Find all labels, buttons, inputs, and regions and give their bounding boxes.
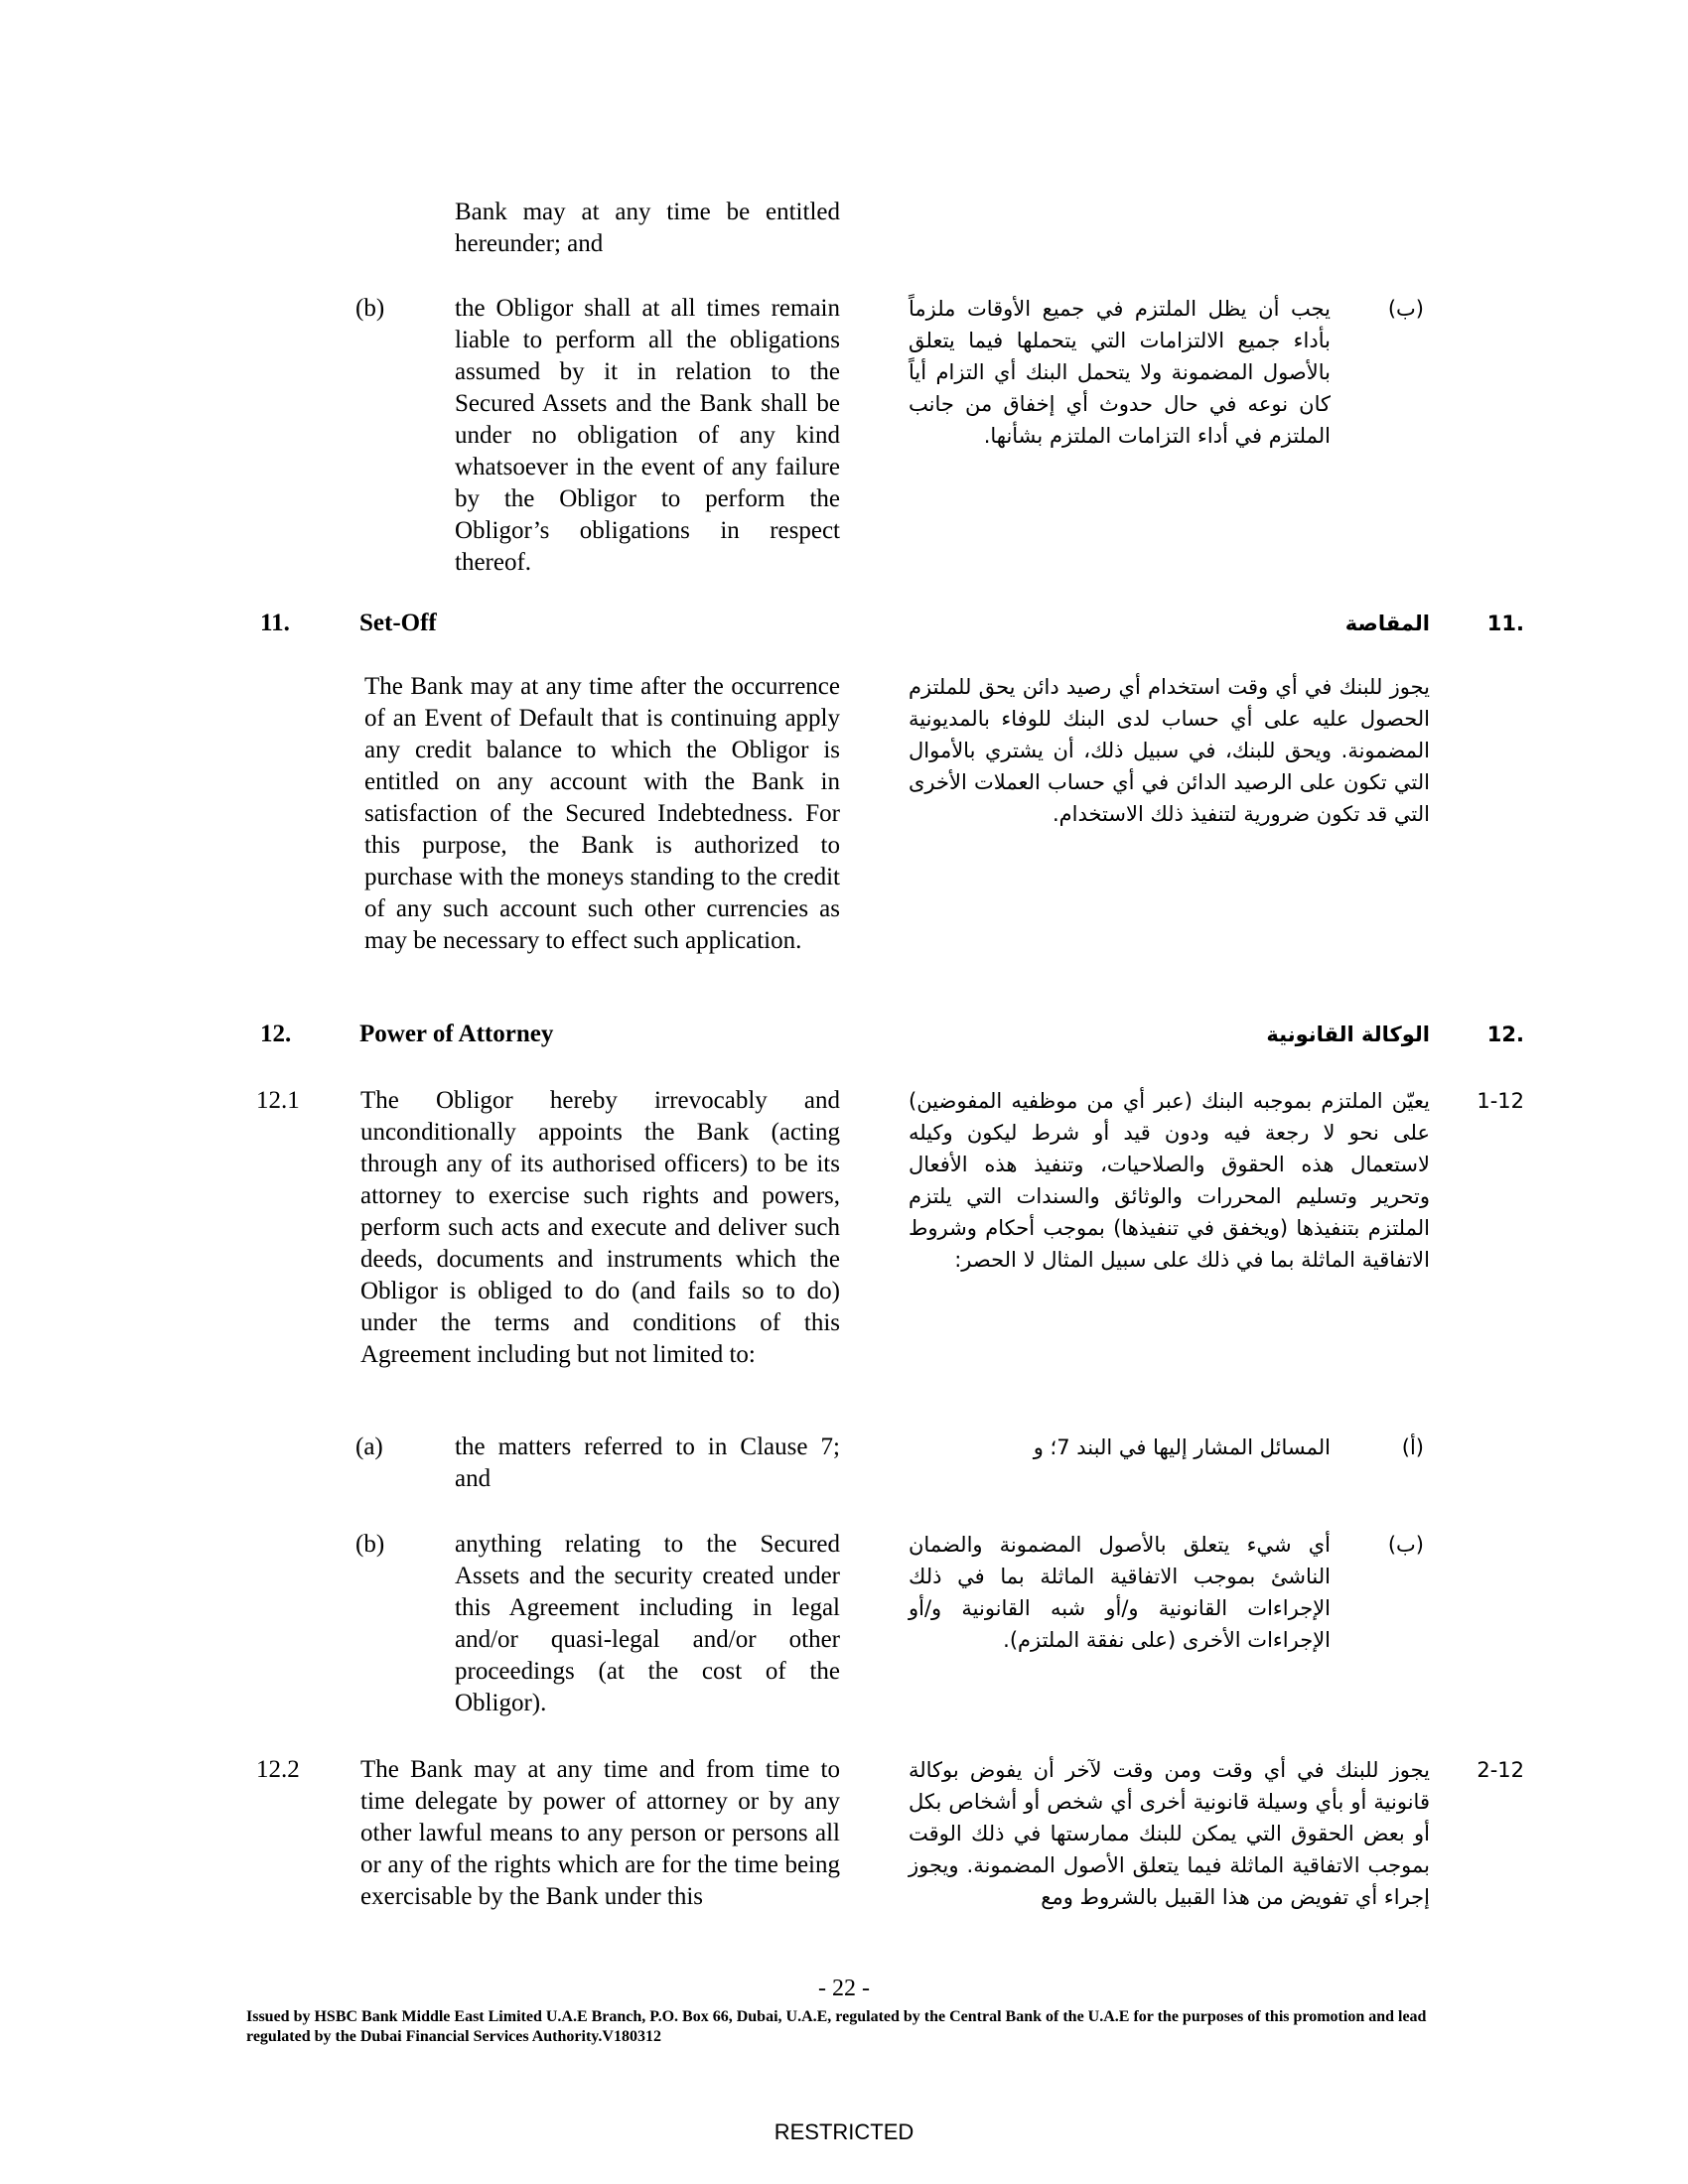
page-number: - 22 -	[818, 1976, 870, 2001]
section-12-number: 12.	[260, 1021, 292, 1047]
item-b-label: (b)	[355, 295, 385, 322]
ar-section-11-title: المقاصة	[1344, 612, 1430, 635]
ar-section-11-text: يجوز للبنك في أي وقت استخدام أي رصيد دائن يحق للملتزم الحصول عليه على أي حساب لدى البنك للوفاء بالمديونية المضمونة. ويحق للبنك، في سبيل ذلك، أن يشتري بالأموال التي تكون على الرصيد الدائن في أي حساب العملات الأخرى التي قد تكون ضرورية لتنفيذ ذلك الاستخدام.	[909, 675, 1430, 826]
item-a-text: the matters referred to in Clause 7; and	[455, 1433, 840, 1492]
ar-item-b2-label: (ب)	[1387, 1533, 1424, 1557]
ar-item-b2-text: أي شيء يتعلق بالأصول المضمونة والضمان الناشئ بموجب الاتفاقية الماثلة بما في ذلك الإجراءات القانونية و/أو شبه القانونية و/أو الإجراءات الأخرى (على نفقة الملتزم).	[909, 1533, 1331, 1652]
ar-item-b-text: يجب أن يظل الملتزم في جميع الأوقات ملزماً بأداء جميع الالتزامات التي يتحملها فيما يتعلق بالأصول المضمونة ولا يتحمل البنك أي التزام أياً كان نوعه في حال حدوث أي إخفاق من جانب الملتزم في أداء التزامات الملتزم بشأنها.	[909, 297, 1331, 448]
ar-item-a-label: (أ)	[1401, 1435, 1424, 1459]
continued-paragraph: Bank may at any time be entitled hereunder; and	[455, 199, 840, 257]
ar-item-a-text: المسائل المشار إليها في البند 7؛ و	[1033, 1435, 1331, 1459]
ar-clause-12-1-number: 1-12	[1477, 1089, 1524, 1113]
section-11-title: Set-Off	[359, 610, 437, 636]
ar-section-12-number: .12	[1486, 1023, 1524, 1046]
item-b2-text: anything relating to the Secured Assets and the security created under this Agreement including in legal and/or quasi-legal and/or other proceedings (at the cost of the Obligor).	[455, 1531, 840, 1716]
item-a-label: (a)	[355, 1433, 383, 1460]
ar-clause-12-1-text: يعيّن الملتزم بموجبه البنك (عبر أي من موظفيه المفوضين) على نحو لا رجعة فيه ودون قيد أو شرط ليكون وكيله لاستعمال هذه الحقوق والصلاحيات، وتنفيذ هذه الأفعال وتحرير وتسليم المحررات والوثائق والسندات التي يلتزم الملتزم بتنفيذها (ويخفق في تنفيذها) بموجب أحكام وشروط الاتفاقية الماثلة بما في ذلك على سبيل المثال لا الحصر:	[909, 1089, 1430, 1272]
ar-section-12-title: الوكالة القانونية	[1266, 1023, 1430, 1046]
issuer-footer-text: Issued by HSBC Bank Middle East Limited U.A.E Branch, P.O. Box 66, Dubai, U.A.E, regulated by the Central Bank of the U.A.E for the purposes of this promotion and lead regulated by the Dubai Financial Services Authority.V180312	[246, 2008, 1427, 2045]
clause-12-1-number: 12.1	[256, 1087, 300, 1114]
classification-label: RESTRICTED	[774, 2119, 914, 2144]
section-11-text: The Bank may at any time after the occurrence of an Event of Default that is continuing apply any credit balance to which the Obligor is entitled on any account with the Bank in satisfaction of the Secured Indebtedness. For this purpose, the Bank is authorized to purchase with the moneys standing to the credit of any such account such other currencies as may be necessary to effect such application.	[364, 673, 840, 954]
ar-clause-12-2-number: 2-12	[1477, 1758, 1524, 1782]
ar-clause-12-2-text: يجوز للبنك في أي وقت ومن وقت لآخر أن يفوض بوكالة قانونية أو بأي وسيلة قانونية أخرى أي شخص أو أشخاص بكل أو بعض الحقوق التي يمكن للبنك ممارستها في ذلك الوقت بموجب الاتفاقية الماثلة فيما يتعلق الأصول المضمونة. ويجوز إجراء أي تفويض من هذا القبيل بالشروط ومع	[909, 1758, 1430, 1909]
section-12-title: Power of Attorney	[359, 1021, 554, 1047]
item-b2-label: (b)	[355, 1531, 385, 1558]
item-b-obligor-text: the Obligor shall at all times remain liable to perform all the obligations assumed by it in relation to the Secured Assets and the Bank shall be under no obligation of any kind whatsoever in the event of any failure by the Obligor to perform the Obligor’s obligations in respect thereof.	[455, 295, 840, 576]
ar-item-b-label: (ب)	[1387, 297, 1424, 321]
clause-12-1-text: The Obligor hereby irrevocably and unconditionally appoints the Bank (acting through any of its authorised officers) to be its attorney to exercise such rights and powers, perform such acts and execute and deliver such deeds, documents and instruments which the Obligor is obliged to do (and fails so to do) under the terms and conditions of this Agreement including but not limited to:	[360, 1087, 840, 1368]
clause-12-2-text: The Bank may at any time and from time to time delegate by power of attorney or by any other lawful means to any person or persons all or any of the rights which are for the time being exercisable by the Bank under this	[360, 1756, 840, 1910]
section-11-number: 11.	[260, 610, 290, 636]
ar-section-11-number: .11	[1486, 612, 1524, 635]
clause-12-2-number: 12.2	[256, 1756, 300, 1783]
